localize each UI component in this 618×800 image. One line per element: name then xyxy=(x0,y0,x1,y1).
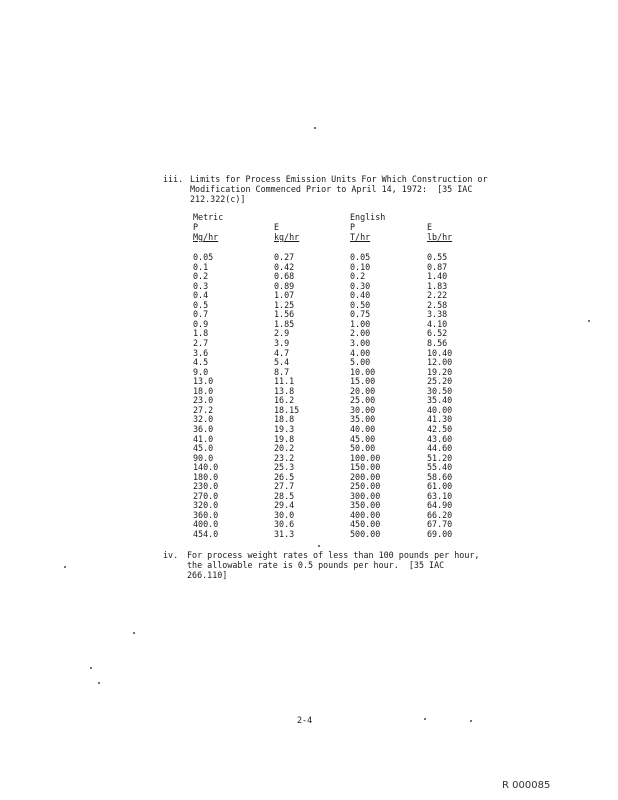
cell-english-e: 40.00 xyxy=(427,404,453,415)
cell-english-p: 0.30 xyxy=(350,280,371,291)
cell-metric-e: 0.27 xyxy=(274,252,295,262)
cell-metric-p: 0.5 xyxy=(193,299,209,310)
cell-metric-p: 270.0 xyxy=(193,490,219,501)
page-number: 2-4 xyxy=(297,715,313,725)
cell-metric-e: 13.8 xyxy=(274,385,295,396)
cell-english-e: 8.56 xyxy=(427,337,448,348)
cell-english-e: 12.00 xyxy=(427,357,453,368)
cell-english-e: 43.60 xyxy=(427,433,453,444)
cell-english-p: 350.00 xyxy=(350,500,381,511)
cell-english-p: 0.05 xyxy=(350,252,371,262)
scan-speck xyxy=(133,632,135,634)
group-header-metric: Metric xyxy=(193,212,224,222)
column-symbol-english-p: P xyxy=(350,222,356,232)
column-symbol-metric-p: P xyxy=(193,222,199,232)
cell-metric-p: 41.0 xyxy=(193,433,214,444)
cell-metric-p: 0.7 xyxy=(193,309,209,320)
cell-metric-e: 2.9 xyxy=(274,328,290,339)
cell-english-e: 10.40 xyxy=(427,347,453,358)
cell-metric-p: 140.0 xyxy=(193,462,219,473)
cell-english-p: 15.00 xyxy=(350,376,376,387)
scan-speck xyxy=(90,667,92,669)
cell-metric-e: 29.4 xyxy=(274,500,295,511)
cell-metric-e: 20.2 xyxy=(274,443,295,453)
cell-english-e: 3.38 xyxy=(427,309,448,320)
cell-metric-e: 11.1 xyxy=(274,376,295,387)
cell-metric-e: 31.3 xyxy=(274,529,295,539)
cell-metric-e: 27.7 xyxy=(274,481,295,492)
group-header-english: English xyxy=(350,212,386,222)
cell-metric-e: 19.8 xyxy=(274,433,295,444)
column-unit-english-e: lb/hr xyxy=(427,232,453,242)
cell-english-p: 0.75 xyxy=(350,309,371,320)
cell-english-p: 10.00 xyxy=(350,366,376,377)
cell-english-e: 2.58 xyxy=(427,299,448,310)
cell-metric-p: 454.0 xyxy=(193,529,219,539)
cell-metric-e: 25.3 xyxy=(274,462,295,473)
cell-english-p: 5.00 xyxy=(350,357,371,368)
section-iv-line-2: the allowable rate is 0.5 pounds per hour. [35 IAC xyxy=(187,560,445,570)
cell-metric-p: 45.0 xyxy=(193,443,214,453)
cell-english-p: 0.50 xyxy=(350,299,371,310)
cell-english-p: 300.00 xyxy=(350,490,381,501)
cell-english-e: 63.10 xyxy=(427,490,453,501)
cell-metric-p: 23.0 xyxy=(193,395,214,406)
section-iii-line-1: Limits for Process Emission Units For Which Construction or xyxy=(190,174,488,184)
scan-speck xyxy=(98,682,100,684)
cell-metric-p: 0.3 xyxy=(193,280,209,291)
cell-english-p: 40.00 xyxy=(350,423,376,434)
cell-metric-e: 18.15 xyxy=(274,404,300,415)
cell-english-e: 0.87 xyxy=(427,261,448,272)
cell-english-p: 35.00 xyxy=(350,414,376,425)
cell-english-e: 69.00 xyxy=(427,529,453,539)
cell-metric-e: 19.3 xyxy=(274,423,295,434)
cell-english-p: 1.00 xyxy=(350,318,371,329)
cell-metric-p: 90.0 xyxy=(193,452,214,463)
cell-metric-p: 0.2 xyxy=(193,271,209,282)
cell-metric-p: 320.0 xyxy=(193,500,219,511)
cell-metric-e: 3.9 xyxy=(274,337,290,348)
cell-english-p: 0.10 xyxy=(350,261,371,272)
column-unit-metric-e: kg/hr xyxy=(274,232,300,242)
cell-metric-e: 1.56 xyxy=(274,309,295,320)
section-iv-line-3: 266.110] xyxy=(187,570,228,580)
section-iii-line-2: Modification Commenced Prior to April 14, 1972: [35 IAC xyxy=(190,184,473,194)
cell-metric-e: 0.68 xyxy=(274,271,295,282)
cell-english-e: 55.40 xyxy=(427,462,453,473)
section-iii-label: iii. xyxy=(163,174,184,184)
cell-english-p: 400.00 xyxy=(350,509,381,520)
section-iii-line-3: 212.322(c)] xyxy=(190,194,246,204)
cell-metric-e: 4.7 xyxy=(274,347,290,358)
cell-english-e: 41.30 xyxy=(427,414,453,425)
cell-metric-e: 1.07 xyxy=(274,290,295,301)
cell-metric-e: 8.7 xyxy=(274,366,290,377)
cell-metric-e: 18.8 xyxy=(274,414,295,425)
scan-speck xyxy=(318,545,320,547)
cell-metric-e: 1.25 xyxy=(274,299,295,310)
cell-english-p: 450.00 xyxy=(350,519,381,530)
cell-metric-e: 0.89 xyxy=(274,280,295,291)
cell-metric-p: 9.0 xyxy=(193,366,209,377)
scan-speck xyxy=(424,718,426,720)
cell-metric-p: 0.9 xyxy=(193,318,209,329)
cell-metric-p: 400.0 xyxy=(193,519,219,530)
cell-metric-e: 16.2 xyxy=(274,395,295,406)
cell-metric-e: 30.0 xyxy=(274,509,295,520)
cell-metric-p: 230.0 xyxy=(193,481,219,492)
cell-english-e: 67.70 xyxy=(427,519,453,530)
cell-english-p: 150.00 xyxy=(350,462,381,473)
cell-english-e: 4.10 xyxy=(427,318,448,329)
cell-english-e: 44.60 xyxy=(427,443,453,453)
cell-metric-e: 0.42 xyxy=(274,261,295,272)
cell-english-e: 2.22 xyxy=(427,290,448,301)
cell-english-p: 30.00 xyxy=(350,404,376,415)
cell-english-p: 200.00 xyxy=(350,471,381,482)
cell-english-e: 1.83 xyxy=(427,280,448,291)
cell-english-e: 42.50 xyxy=(427,423,453,434)
scan-speck xyxy=(470,720,472,722)
cell-metric-p: 32.0 xyxy=(193,414,214,425)
cell-metric-e: 30.6 xyxy=(274,519,295,530)
cell-english-p: 45.00 xyxy=(350,433,376,444)
cell-metric-p: 360.0 xyxy=(193,509,219,520)
cell-metric-p: 3.6 xyxy=(193,347,209,358)
cell-english-e: 66.20 xyxy=(427,509,453,520)
cell-metric-p: 180.0 xyxy=(193,471,219,482)
cell-metric-p: 1.8 xyxy=(193,328,209,339)
cell-english-e: 64.90 xyxy=(427,500,453,511)
column-unit-english-p: T/hr xyxy=(350,232,371,242)
cell-metric-p: 0.4 xyxy=(193,290,209,301)
cell-metric-p: 27.2 xyxy=(193,404,214,415)
cell-english-e: 19.20 xyxy=(427,366,453,377)
cell-english-p: 250.00 xyxy=(350,481,381,492)
scan-speck xyxy=(314,127,316,129)
cell-english-e: 25.20 xyxy=(427,376,453,387)
cell-metric-e: 28.5 xyxy=(274,490,295,501)
cell-english-e: 6.52 xyxy=(427,328,448,339)
cell-english-e: 1.40 xyxy=(427,271,448,282)
scan-speck xyxy=(64,566,66,568)
cell-english-p: 50.00 xyxy=(350,443,376,453)
column-unit-metric-p: Mg/hr xyxy=(193,232,219,242)
cell-english-p: 100.00 xyxy=(350,452,381,463)
scan-speck xyxy=(588,320,590,322)
section-iv-label: iv. xyxy=(163,550,179,560)
cell-english-e: 30.50 xyxy=(427,385,453,396)
cell-metric-p: 2.7 xyxy=(193,337,209,348)
cell-metric-e: 23.2 xyxy=(274,452,295,463)
cell-english-e: 61.00 xyxy=(427,481,453,492)
cell-metric-p: 36.0 xyxy=(193,423,214,434)
cell-metric-e: 1.85 xyxy=(274,318,295,329)
cell-english-p: 4.00 xyxy=(350,347,371,358)
cell-english-p: 25.00 xyxy=(350,395,376,406)
cell-english-p: 2.00 xyxy=(350,328,371,339)
cell-english-e: 58.60 xyxy=(427,471,453,482)
cell-metric-p: 0.05 xyxy=(193,252,214,262)
cell-english-p: 0.2 xyxy=(350,271,366,282)
cell-metric-e: 5.4 xyxy=(274,357,290,368)
cell-english-e: 51.20 xyxy=(427,452,453,463)
cell-english-p: 0.40 xyxy=(350,290,371,301)
column-symbol-metric-e: E xyxy=(274,222,280,232)
cell-metric-e: 26.5 xyxy=(274,471,295,482)
bates-number: R 000085 xyxy=(502,780,551,791)
column-symbol-english-e: E xyxy=(427,222,433,232)
cell-english-p: 3.00 xyxy=(350,337,371,348)
cell-english-e: 35.40 xyxy=(427,395,453,406)
cell-metric-p: 4.5 xyxy=(193,357,209,368)
cell-metric-p: 18.0 xyxy=(193,385,214,396)
cell-english-p: 500.00 xyxy=(350,529,381,539)
cell-english-e: 0.55 xyxy=(427,252,448,262)
section-iv-line-1: For process weight rates of less than 100 pounds per hour, xyxy=(187,550,480,560)
cell-metric-p: 0.1 xyxy=(193,261,209,272)
cell-metric-p: 13.0 xyxy=(193,376,214,387)
cell-english-p: 20.00 xyxy=(350,385,376,396)
